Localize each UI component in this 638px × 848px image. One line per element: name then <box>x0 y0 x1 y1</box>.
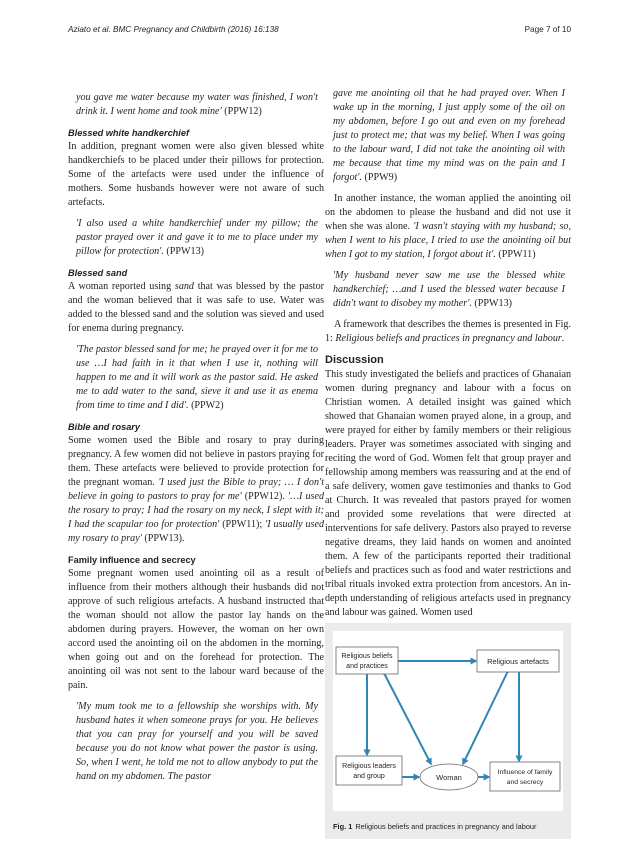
framework-diagram <box>333 631 563 811</box>
figure-1 <box>325 623 571 839</box>
subheading-blessed-sand: Blessed sand <box>68 268 128 278</box>
subheading-bible-rosary: Bible and rosary <box>68 422 140 432</box>
box-religious-leaders <box>336 756 402 785</box>
quote-family-influence: 'My mum took me to a fellowship she worships with. My husband hates it when someone prays for you. He believes that you can pray for yourself and you will be saved because you do not know what power the pastor is using. So, when I went, he told me not to allow anybody to put the hand on my abdomen. The pastor <box>76 701 318 782</box>
running-header-citation: Aziato et al. BMC Pregnancy and Childbirth (2016) 16:138 <box>68 25 279 34</box>
box-religious-leaders-line1: Religious leaders <box>342 763 396 770</box>
arrow-artefacts-woman <box>463 673 507 764</box>
figure-1-diagram <box>333 631 563 811</box>
figure-caption <box>333 822 537 831</box>
left-column <box>68 91 324 784</box>
quote-continued: you gave me water because my water was finished, I won't drink it. I went home and took mine' (PPW12) <box>76 92 318 117</box>
paragraph-blessed-sand: A woman reported using sand that was blessed by the pastor and the woman believed that it was safe to use. Water was added to the blessed sand and the solution was sieved and used for enema during pregnancy. <box>68 281 325 334</box>
box-family-influence <box>490 762 560 791</box>
paragraph-discussion: This study investigated the beliefs and practices of Ghanaian women during pregnancy and labour with a focus on Christian women. A detailed insight was gained which showed that Ghanaian women prayed alone, in a group, and were prayed for either by family members or their religious leaders. Prayer was sometimes associated with singing and reciting the word of God. Women felt that group prayer and fellowship among members was reassuring and at the end of a safe delivery, women gave testimonies and thanks to God at Church. It was revealed that pastors prayed for women and provided some revelations that were directed at interventions for safe delivery. Pastors also prayed to reverse negative dreams, they laid hands on women and anointed them. A few of the participants reported their traditional beliefs and practices such as food and water restrictions and tribal rituals invoked extra protection from ancestors. An in-depth understanding of religious artefacts used in pregnancy and labour was gained. Women used <box>325 369 571 618</box>
paragraph-family-influence: Some pregnant women used anointing oil as a result of influence from their mothers although their husbands did not approve of such religious artefacts. A husband instructed that the woman should not allow the pastor lay hands on the abdomen during prayers. However, the woman on her own accord used the anointing oil on the abdomen in the morning, when going out and on the forehead for protection. The anointing oil was not sent to the labour ward because of the pain. <box>68 568 324 691</box>
quote-white-handkerchief: 'I also used a white handkerchief under my pillow; the pastor prayed over it and gave it to me to place under my pillow for protection'. (PPW13) <box>76 218 318 257</box>
box-religious-beliefs-line1: Religious beliefs <box>341 653 393 660</box>
woman-node <box>420 764 478 790</box>
quote-blessed-sand: 'The pastor blessed sand for me; he prayed over it for me to use …I had faith in it that when I use it, nothing will happen to me and it will work as the pastor said. He asked me to add water to the sand, sieve it and use it as enema from time to time and I did'. (PPW2) <box>76 344 318 411</box>
box-religious-beliefs <box>336 647 398 674</box>
right-column <box>325 88 571 620</box>
box-religious-artefacts <box>477 650 559 672</box>
woman-label: Woman <box>436 773 462 782</box>
subheading-family-influence: Family influence and secrecy <box>68 555 196 565</box>
box-family-influence-line1: Influence of family <box>497 769 553 776</box>
figure-caption-text: Religious beliefs and practices in pregnancy and labour <box>355 822 537 831</box>
page-number: Page 7 of 10 <box>524 25 571 34</box>
box-religious-leaders-line2: and group <box>353 773 385 780</box>
paragraph-framework: A framework that describes the themes is presented in Fig. 1: Religious beliefs and practices in pregnancy and labour. <box>325 319 571 344</box>
subheading-white-handkerchief: Blessed white handkerchief <box>68 128 190 138</box>
box-religious-beliefs-line2: and practices <box>346 663 388 670</box>
paragraph-another-instance: In another instance, the woman applied the anointing oil on the abdomen to please the husband and did not use it when she was alone. 'I wasn't staying with my husband; so, when I went to his place, I tried to use the anointing oil but when I got to my station, I forgot about it'. (PPW11) <box>325 193 571 260</box>
box-religious-artefacts-label: Religious artefacts <box>487 657 549 666</box>
quote-anointing-oil: gave me anointing oil that he had prayed over. When I wake up in the morning, I just apply some of the oil on my abdomen, before I go out and even on my forehead just to protect me; that was my belief. When I was going to the labour ward, I did not take the anointing oil with me because that time my mind was on the pain and I forgot'. (PPW9) <box>333 88 565 183</box>
paragraph-bible-rosary: Some women used the Bible and rosary to pray during pregnancy. A few women did not believe in pastors praying for them. These artefacts were believed to provide protection for the pregnant woman. 'I used just the Bible to pray; … I don't believe in going to pastors to pray for me' (PPW12). '…I used the rosary to pray; I had the rosary on my neck, I slept with it; I had the scapular too for protection' (PPW11); 'I usually used my rosary to pray' (PPW13). <box>68 435 324 544</box>
section-heading-discussion: Discussion <box>325 354 384 366</box>
paragraph-white-handkerchief: In addition, pregnant women were also given blessed white handkerchiefs to be placed under their pillows for protection. Some of the artefacts were used under the influence of mothers. Some husbands however were not aware of such artefacts. <box>68 141 324 208</box>
box-family-influence-frame <box>490 762 560 791</box>
figure-caption-label: Fig. 1 <box>333 822 353 831</box>
arrow-beliefs-woman <box>385 675 431 764</box>
quote-husband: 'My husband never saw me use the blessed white handkerchief; …and I used the blessed water because I didn't want to disobey my mother'. (PPW13) <box>333 270 565 309</box>
box-religious-leaders-frame <box>336 756 402 785</box>
box-family-influence-line2: and secrecy <box>506 779 544 786</box>
